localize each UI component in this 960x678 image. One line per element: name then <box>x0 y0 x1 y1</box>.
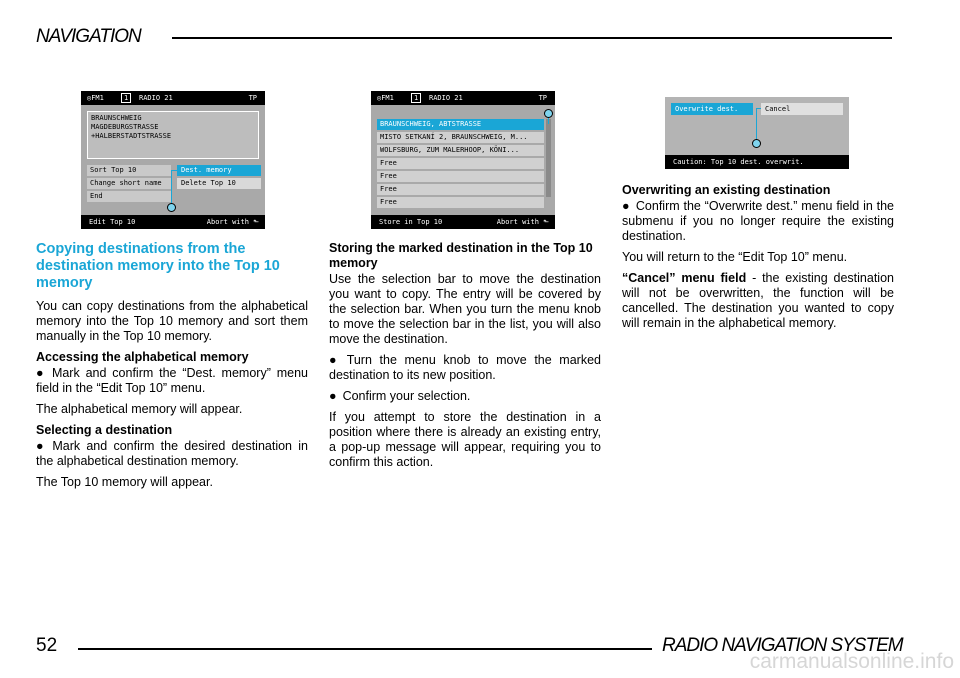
screen-overwrite-popup <box>665 97 849 169</box>
bullet-item: ● Mark and confirm the “Dest. memory” menu field in the “Edit Top 10” menu. <box>36 366 308 396</box>
screen-status-bar <box>371 91 555 105</box>
list-item[interactable]: Free <box>377 158 544 169</box>
list-item[interactable]: BRAUNSCHWEIG, ABTSTRASSE <box>377 119 544 130</box>
screen-bottom-bar <box>371 215 555 229</box>
screen-edit-top10 <box>81 91 265 229</box>
station-name: RADIO 21 <box>429 94 463 102</box>
paragraph: You can copy destinations from the alphabetical memory into the Top 10 memory and sort them manually in the Top 10 memory. <box>36 299 308 343</box>
bullet-item: ● Mark and confirm the desired destination in the alphabetical destination memory. <box>36 439 308 469</box>
radio-band: ◎FM1 <box>377 94 394 102</box>
preset-number: 1 <box>411 93 421 103</box>
subheading: Accessing the alphabetical memory <box>36 350 249 364</box>
address-line: +HALBERSTADTSTRASSE <box>91 132 172 140</box>
cancel-field-label: “Cancel” menu field <box>622 271 747 285</box>
caution-bar <box>665 155 849 169</box>
tp-indicator: TP <box>248 94 257 102</box>
pointer-dot <box>544 109 553 118</box>
radio-band: ◎FM1 <box>87 94 104 102</box>
section-heading: Copying destinations from the destination memory into the Top 10 memory <box>36 241 280 291</box>
bullet-item: ● Turn the menu knob to move the marked destination to its new position. <box>329 353 601 383</box>
column-2 <box>329 241 601 476</box>
column-3 <box>622 183 894 337</box>
screen-status-bar <box>81 91 265 105</box>
pointer-line <box>756 108 757 140</box>
pointer-dot <box>752 139 761 148</box>
screen-bottom-bar <box>81 215 265 229</box>
abort-hint: Abort with ⬑ <box>496 218 549 226</box>
paragraph: The Top 10 memory will appear. <box>36 475 213 489</box>
menu-dest-memory[interactable]: Dest. memory <box>177 165 261 176</box>
section-title: NAVIGATION <box>36 26 141 47</box>
paragraph: Use the selection bar to move the destination you want to copy. The entry will be covered by the selection bar. When you turn the menu knob to move the selection bar in the list, you will also move the destination. <box>329 272 601 346</box>
list-item[interactable]: Free <box>377 171 544 182</box>
column-1 <box>36 241 308 496</box>
scrollbar[interactable] <box>546 119 551 197</box>
abort-hint: Abort with ⬑ <box>206 218 259 226</box>
paragraph: If you attempt to store the destination in a position where there is already an existing entry, a pop-up message will appear, requiring you to confirm this action. <box>329 410 601 469</box>
overwrite-dest-option[interactable]: Overwrite dest. <box>671 103 753 115</box>
subheading: Selecting a destination <box>36 423 173 437</box>
list-item[interactable]: Free <box>377 197 544 208</box>
list-item[interactable]: MISTO SETKANÍ 2, BRAUNSCHWEIG, M... <box>377 132 544 143</box>
paragraph <box>622 271 894 331</box>
address-box <box>87 111 259 159</box>
cancel-option[interactable]: Cancel <box>761 103 843 115</box>
bullet-item: ● Confirm the “Overwrite dest.” menu field in the submenu if you no longer require the existing destination. <box>622 199 894 244</box>
menu-end[interactable]: End <box>87 191 171 202</box>
caution-message: Caution: Top 10 dest. overwrit. <box>673 158 804 166</box>
subheading: Overwriting an existing destination <box>622 183 831 197</box>
preset-number: 1 <box>121 93 131 103</box>
cancel-field-text: - the existing destination will not be overwritten, the function will be cancelled. The destination you wanted to copy will remain in the alphabetical memory. <box>622 271 894 330</box>
paragraph: You will return to the “Edit Top 10” menu. <box>622 250 848 264</box>
screen-store-top10 <box>371 91 555 229</box>
header-rule <box>172 37 892 39</box>
address-line: BRAUNSCHWEIG <box>91 114 142 122</box>
paragraph: The alphabetical memory will appear. <box>36 402 243 416</box>
address-line: MAGDEBURGSTRASSE <box>91 123 159 131</box>
watermark: carmanualsonline.info <box>749 650 954 673</box>
list-item[interactable]: Free <box>377 184 544 195</box>
book-title: RADIO NAVIGATION SYSTEM <box>662 635 903 656</box>
menu-sort-top10[interactable]: Sort Top 10 <box>87 165 171 176</box>
menu-change-short-name[interactable]: Change short name <box>87 178 171 189</box>
screen-function-label: Edit Top 10 <box>89 218 136 226</box>
screen-function-label: Store in Top 10 <box>379 218 443 226</box>
page-number: 52 <box>36 635 58 656</box>
tp-indicator: TP <box>538 94 547 102</box>
list-item[interactable]: WOLFSBURG, ZUM MALERHOOP, KÖNI... <box>377 145 544 156</box>
station-name: RADIO 21 <box>139 94 173 102</box>
subheading: Storing the marked destination in the Top 10 memory <box>329 241 593 270</box>
bullet-item: ● Confirm your selection. <box>329 389 601 404</box>
footer-rule <box>78 648 652 650</box>
menu-delete-top10[interactable]: Delete Top 10 <box>177 178 261 189</box>
pointer-dot <box>167 203 176 212</box>
pointer-line <box>171 170 172 205</box>
